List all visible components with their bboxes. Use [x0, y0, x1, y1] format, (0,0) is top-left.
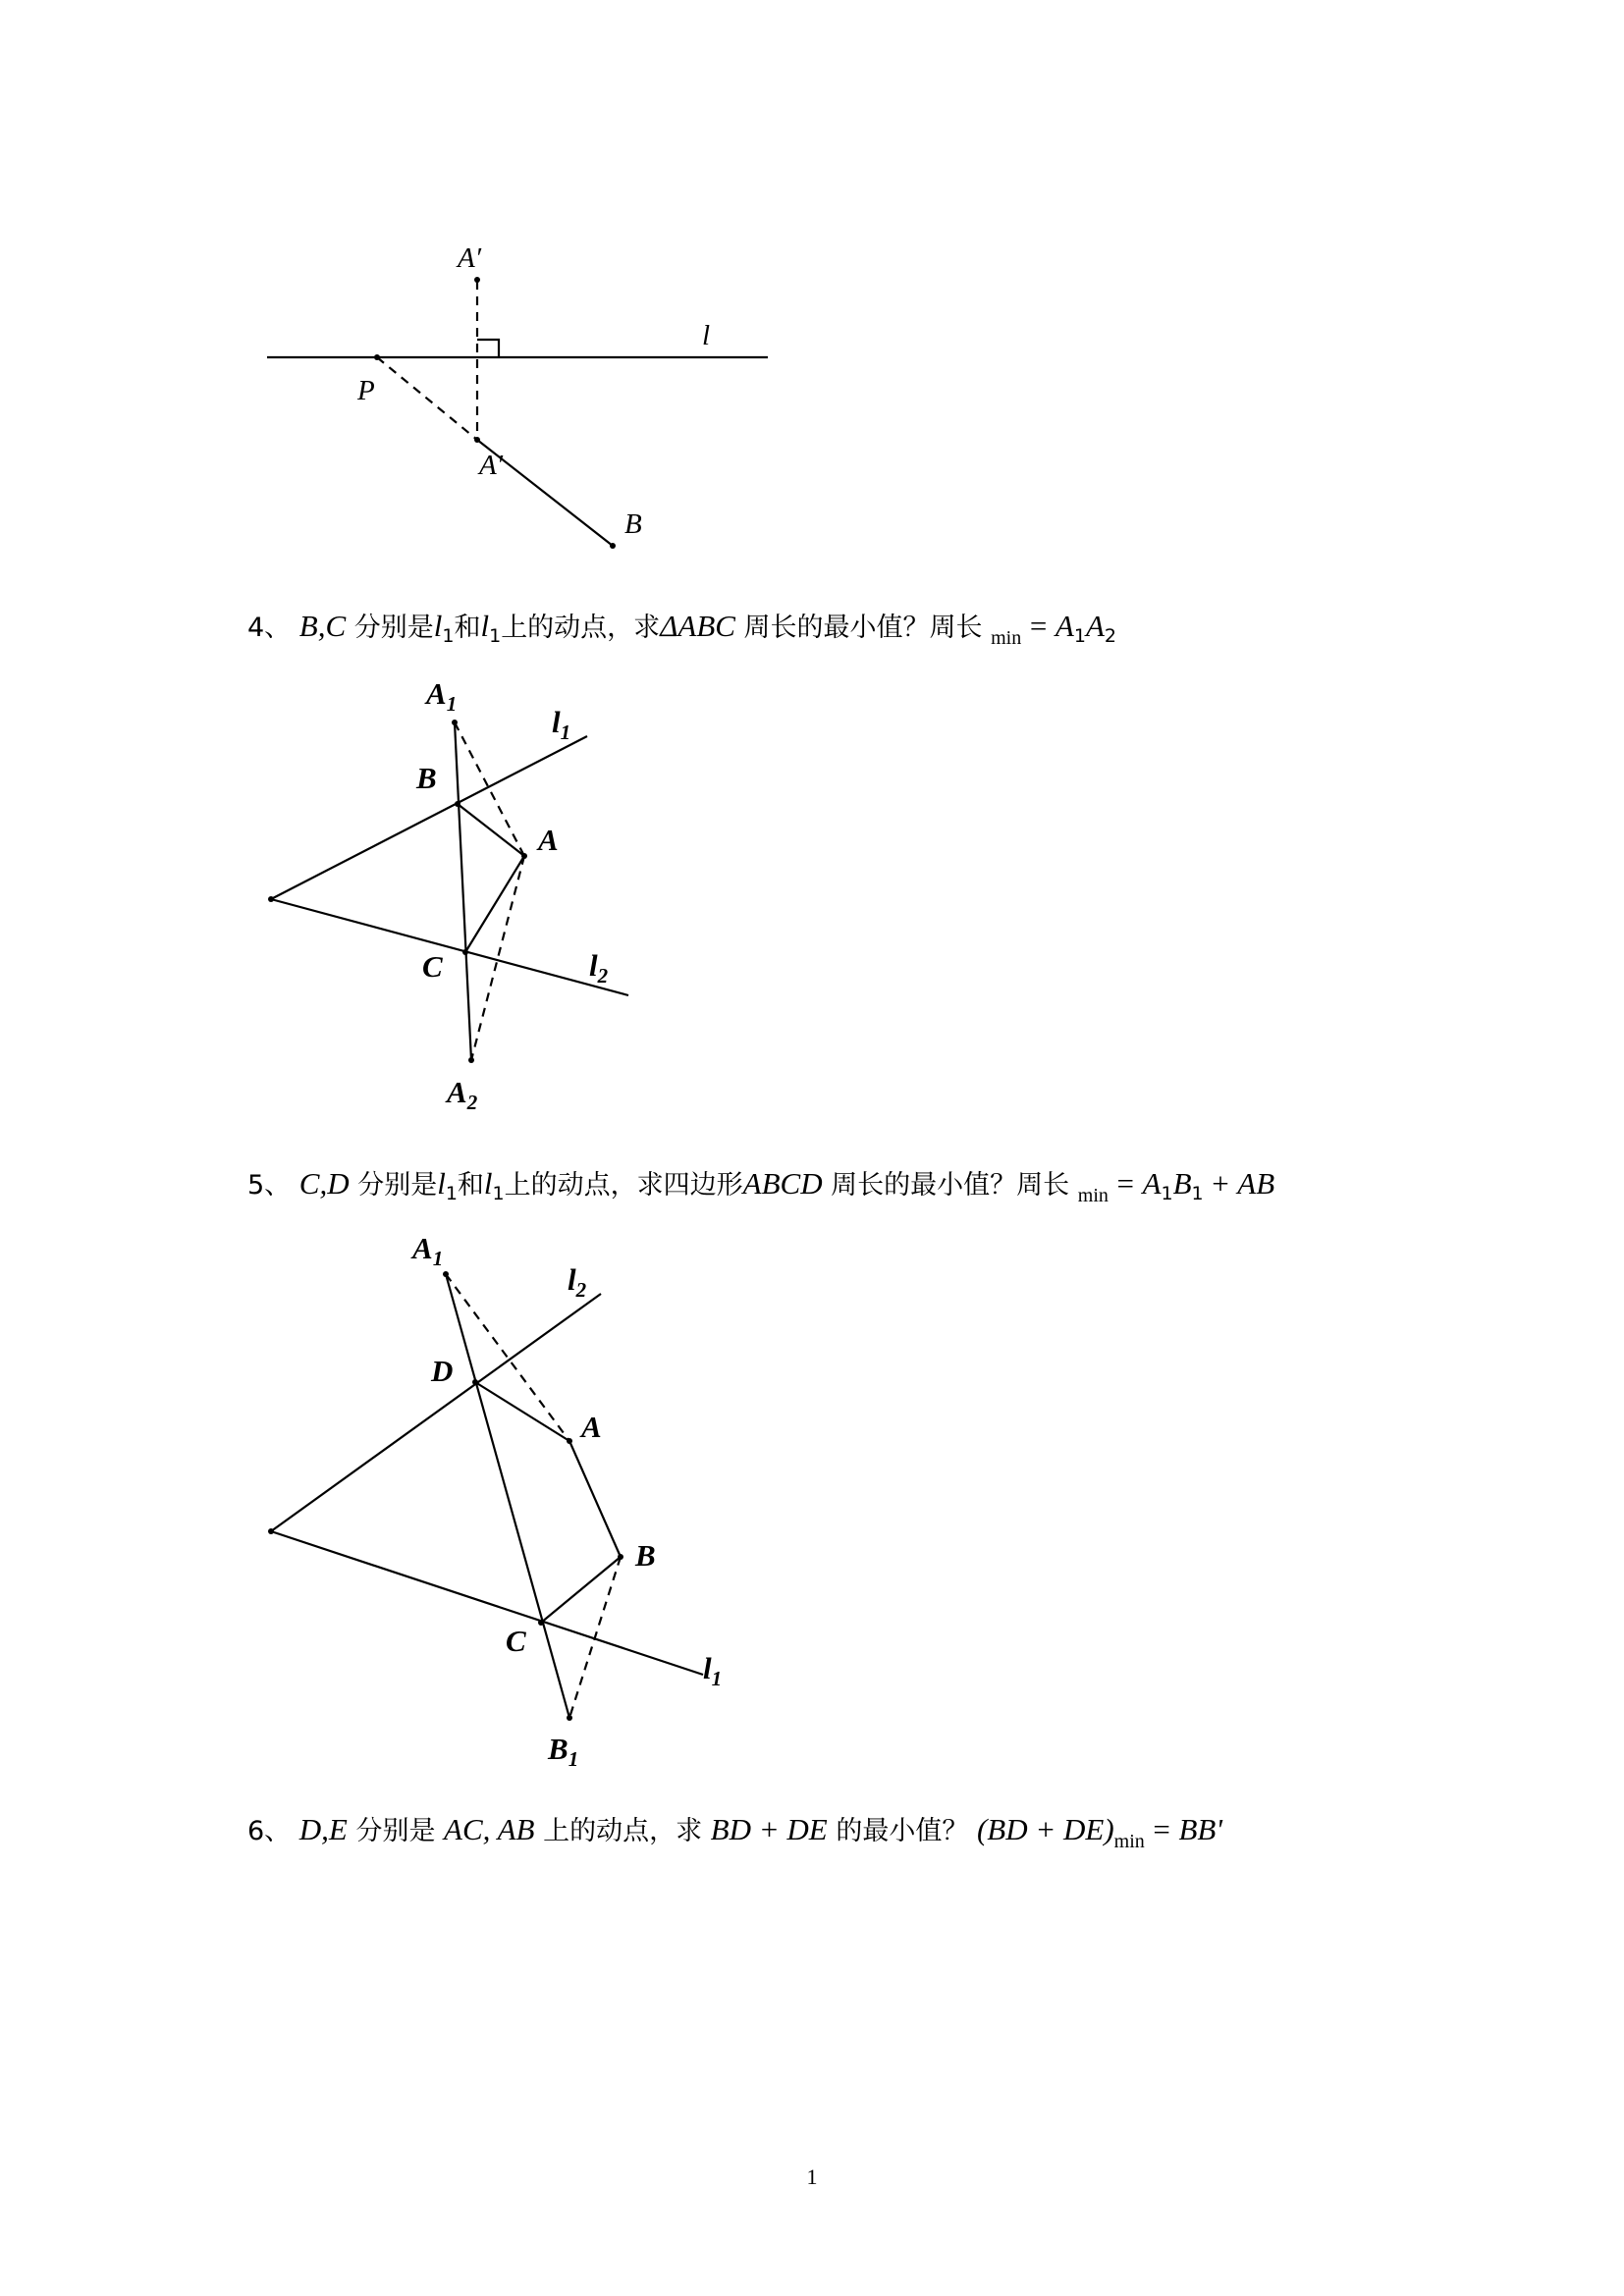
label-b: B — [635, 1538, 656, 1573]
label-d: D — [431, 1354, 454, 1388]
label-b: B — [624, 508, 642, 540]
label-l1: $l_1$ — [703, 1651, 723, 1690]
label-a1: $A_1$ — [412, 1231, 444, 1270]
label-l2: $l_2$ — [568, 1262, 587, 1302]
problem-number: 6、 — [247, 1816, 292, 1846]
segment-b-c — [541, 1557, 621, 1623]
problem-6: 6、 D,E 分别是 AC, AB 上的动点，求 BD + DE 的最小值？ $(BD + DE)_{min} = BB'$ — [247, 1812, 1222, 1852]
label-c: C — [506, 1624, 526, 1658]
quad-abcd: ABCD — [742, 1166, 823, 1201]
label-a-prime-top: A′ — [458, 242, 482, 274]
label-a: A — [581, 1410, 602, 1444]
label-c: C — [422, 949, 443, 984]
label-p: P — [357, 375, 375, 406]
problem-4: 4、 B,C 分别是$l_1$和$l_1$上的动点，求ΔABC 周长的最小值？周长 $_{min} = A_1A_2$ — [247, 609, 1116, 649]
dashed-a1-a — [446, 1274, 569, 1441]
ray-l2 — [271, 1294, 601, 1531]
label-l: l — [702, 320, 711, 351]
label-a2: $A_2$ — [447, 1075, 478, 1114]
label-b1: $B_1$ — [548, 1732, 579, 1771]
label-l1: $l_1$ — [552, 705, 571, 744]
points: D,E — [298, 1812, 348, 1846]
problem-number: 4、 — [247, 613, 292, 643]
label-b: B — [416, 761, 437, 795]
problem-number: 5、 — [247, 1170, 292, 1201]
points: B,C — [298, 609, 347, 643]
problem-5: 5、 C,D 分别是$l_1$和$l_1$上的动点，求四边形ABCD 周长的最小值？周长 $_{min} = A_1B_1$ + AB — [247, 1166, 1275, 1206]
label-a-prime-bottom: A′ — [479, 450, 504, 481]
page-number: 1 — [806, 2164, 818, 2189]
label-a: A — [538, 823, 559, 857]
dashed-b-b1 — [569, 1557, 621, 1718]
triangle-abc: ΔABC — [660, 609, 735, 643]
label-a1: $A_1$ — [426, 676, 458, 716]
points: C,D — [298, 1166, 350, 1201]
label-l2: $l_2$ — [589, 948, 609, 988]
segment-a-b — [569, 1441, 621, 1557]
